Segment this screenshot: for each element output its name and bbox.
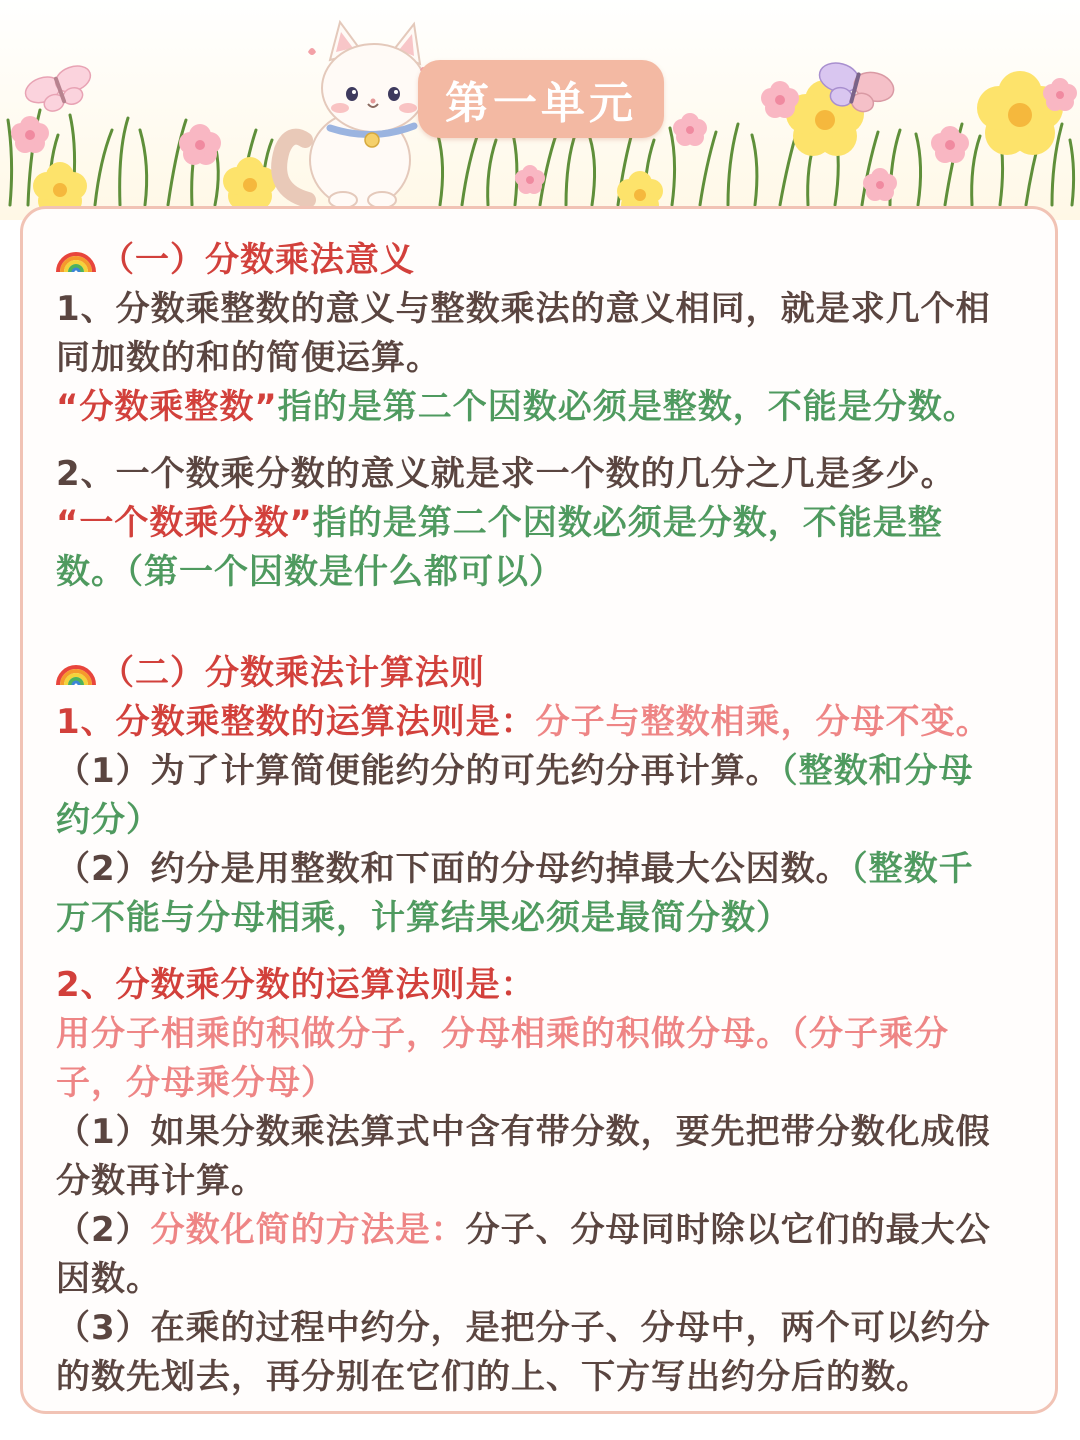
section-heading [56,649,1036,698]
paragraph [56,1206,1036,1304]
text-line: 用分子相乘的积做分子，分母相乘的积做分母。（分子乘分 [56,1014,949,1054]
text-line: 同加数的和的简便运算。 [56,338,441,378]
paragraph: 2、一个数乘分数的意义就是求一个数的几分之几是多少。 [56,454,956,494]
rule-text: 分子与整数相乘，分母不变。 [535,702,991,742]
text-line: （1）为了计算简便能约分的可先约分再计算。 [56,751,781,791]
unit-title: 第一单元 [418,60,664,138]
rainbow-icon [56,240,96,274]
text-line: （2）约分是用整数和下面的分母约掉最大公因数。 [56,849,851,889]
paragraph [56,383,1036,432]
explanation: 数。（第一个因数是什么都可以） [56,552,564,592]
paragraph [56,1304,1036,1402]
card-content [56,236,1036,1402]
paragraph [56,845,1036,943]
paragraph [56,747,1036,845]
text-line: 分子、分母同时除以它们的最大公 [465,1210,991,1250]
paragraph [56,1108,1036,1206]
note: 万不能与分母相乘，计算结果必须是最简分数） [56,898,791,938]
highlight: 分数化简的方法是： [150,1210,466,1250]
note: （整数千 [850,849,974,889]
quoted-term: “一个数乘分数” [56,503,313,543]
header-banner [0,0,1080,220]
paragraph [56,499,1036,597]
text-line: 1、分数乘整数的意义与整数乘法的意义相同，就是求几个相 [56,289,991,329]
text-line: 子，分母乘分母） [56,1063,336,1103]
quoted-term: “分数乘整数” [56,387,278,427]
explanation: 指的是第二个因数必须是分数，不能是整 [312,503,943,543]
section-heading [56,236,1036,285]
text-line: 的数先划去，再分别在它们的上、下方写出约分后的数。 [56,1357,931,1397]
note: （整数和分母 [780,751,974,791]
rule-line [56,698,1036,747]
text-line: （1）如果分数乘法算式中含有带分数，要先把带分数化成假 [56,1112,991,1152]
section-heading-text: （二）分数乘法计算法则 [100,653,485,693]
text-line: 分数再计算。 [56,1161,266,1201]
rule-label: 2、分数乘分数的运算法则是： [56,965,536,1005]
text-line: 因数。 [56,1259,161,1299]
rainbow-icon [56,653,96,687]
rule-text [56,1010,1036,1108]
rule-label: 1、分数乘整数的运算法则是： [56,702,536,742]
note: 约分） [56,800,161,840]
paragraph [56,285,1036,383]
text-line: （2） [56,1210,151,1250]
explanation: 指的是第二个因数必须是整数，不能是分数。 [277,387,978,427]
text-line: （3）在乘的过程中约分，是把分子、分母中，两个可以约分 [56,1308,991,1348]
section-heading-text: （一）分数乘法意义 [100,240,415,280]
